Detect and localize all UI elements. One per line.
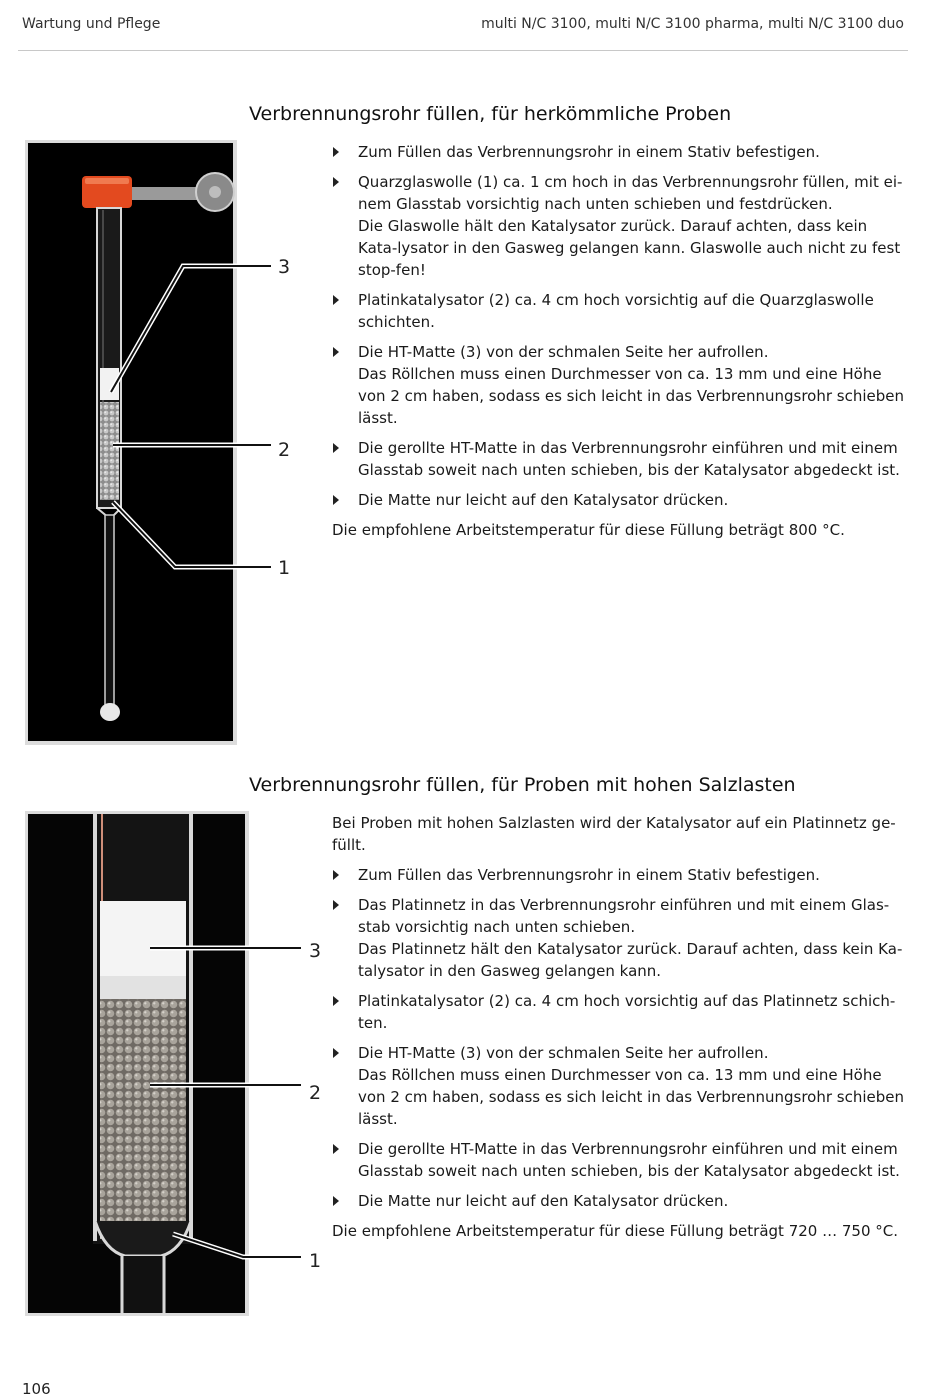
instruction-item: Zum Füllen das Verbrennungsrohr in einem Stativ befestigen.	[332, 141, 904, 163]
bullet-arrow-icon	[333, 996, 339, 1006]
instruction-item: Die Matte nur leicht auf den Katalysator drücken.	[332, 489, 904, 511]
bullet-arrow-icon	[333, 443, 339, 453]
instruction-item: Die gerollte HT-Matte in das Verbrennungsrohr einführen und mit einem Glasstab soweit nach unten schieben, bis der Katalysator abgedeckt ist.	[332, 1138, 904, 1182]
section-body-standard-samples	[332, 141, 904, 549]
instruction-item: Platinkatalysator (2) ca. 4 cm hoch vorsichtig auf die Quarzglaswolle schichten.	[332, 289, 904, 333]
header-divider	[18, 50, 908, 51]
section-title-high-salt-samples: Verbrennungsrohr füllen, für Proben mit hohen Salzlasten	[249, 774, 796, 796]
bullet-arrow-icon	[333, 1196, 339, 1206]
callout-label-2: 2	[309, 1082, 322, 1104]
bullet-arrow-icon	[333, 870, 339, 880]
bullet-arrow-icon	[333, 147, 339, 157]
bullet-arrow-icon	[333, 1048, 339, 1058]
bullet-arrow-icon	[333, 295, 339, 305]
callout-label-1: 1	[278, 557, 291, 579]
instruction-item: Die HT-Matte (3) von der schmalen Seite her aufrollen. Das Röllchen muss einen Durchmesser von ca. 13 mm und eine Höhe von 2 cm haben, sodass es sich leicht in das Verbrennungsrohr schieben lässt.	[332, 1042, 904, 1130]
instruction-list	[332, 864, 904, 1212]
header-section-title: Wartung und Pflege	[22, 16, 161, 32]
section-intro: Bei Proben mit hohen Salzlasten wird der Katalysator auf ein Platinnetz ge-füllt.	[332, 814, 896, 854]
section-title-standard-samples: Verbrennungsrohr füllen, für herkömmliche Proben	[249, 103, 732, 125]
callout-label-2: 2	[278, 439, 291, 461]
working-temperature-note: Die empfohlene Arbeitstemperatur für diese Füllung beträgt 720 … 750 °C.	[332, 1222, 899, 1240]
instruction-item: Die HT-Matte (3) von der schmalen Seite her aufrollen. Das Röllchen muss einen Durchmesser von ca. 13 mm und eine Höhe von 2 cm haben, sodass es sich leicht in das Verbrennungsrohr schieben lässt.	[332, 341, 904, 429]
instruction-item: Quarzglaswolle (1) ca. 1 cm hoch in das Verbrennungsrohr füllen, mit ei-nem Glasstab vorsichtig nach unten schieben und festdrücken. Die Glaswolle hält den Katalysator zurück. Darauf achten, dass kein Kata-lysator in den Gasweg gelangen kann. Glaswolle auch nicht zu fest stop-fen!	[332, 171, 904, 281]
header-model-names: multi N/C 3100, multi N/C 3100 pharma, multi N/C 3100 duo	[481, 16, 904, 32]
instruction-item: Das Platinnetz in das Verbrennungsrohr einführen und mit einem Glas-stab vorsichtig nach unten schieben. Das Platinnetz hält den Katalysator zurück. Darauf achten, dass kein Ka-talysator in den Gasweg gelangen kann.	[332, 894, 904, 982]
instruction-list	[332, 141, 904, 511]
figure-combustion-tube-standard	[25, 140, 305, 745]
bullet-arrow-icon	[333, 177, 339, 187]
bullet-arrow-icon	[333, 900, 339, 910]
section-body-high-salt-samples	[332, 812, 904, 1250]
bullet-arrow-icon	[333, 495, 339, 505]
instruction-item: Die gerollte HT-Matte in das Verbrennungsrohr einführen und mit einem Glasstab soweit nach unten schieben, bis der Katalysator abgedeckt ist.	[332, 437, 904, 481]
working-temperature-note: Die empfohlene Arbeitstemperatur für diese Füllung beträgt 800 °C.	[332, 521, 845, 539]
instruction-item: Die Matte nur leicht auf den Katalysator drücken.	[332, 1190, 904, 1212]
callout-label-1: 1	[309, 1250, 322, 1272]
page-number: 106	[22, 1380, 51, 1398]
callout-label-3: 3	[309, 940, 322, 962]
bullet-arrow-icon	[333, 347, 339, 357]
instruction-item: Platinkatalysator (2) ca. 4 cm hoch vorsichtig auf das Platinnetz schich-ten.	[332, 990, 904, 1034]
instruction-item: Zum Füllen das Verbrennungsrohr in einem Stativ befestigen.	[332, 864, 904, 886]
callout-label-3: 3	[278, 256, 291, 278]
figure-combustion-tube-high-salt	[25, 811, 330, 1316]
bullet-arrow-icon	[333, 1144, 339, 1154]
